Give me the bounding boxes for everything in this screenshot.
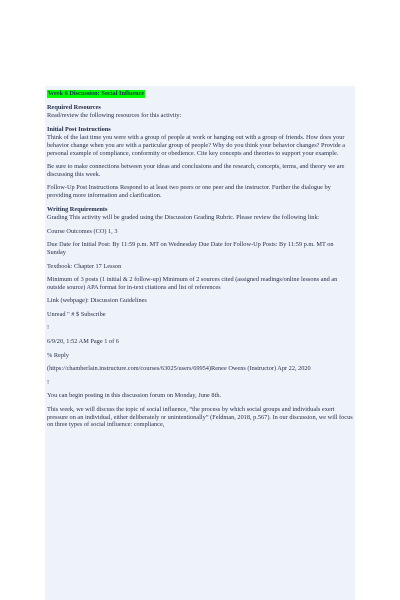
- discussion-guidelines-link[interactable]: Link (webpage): Discussion Guidelines: [47, 297, 147, 305]
- instructor-url-line[interactable]: (https://chamberlain.instructure.com/courses/63025/users/69954)Renee Owens (Instructor) Apr 22, 2020: [47, 365, 311, 373]
- minimum-posts-requirements: Minimum of 3 posts (1 initial & 2 follow-up) Minimum of 2 sources cited (assigned readings/online lessons and an outside source) APA format for in-text citations and list of references: [47, 276, 338, 291]
- followup-instructions: Follow-Up Post Instructions Respond to at least two peers or one peer and the instructor. Further the dialogue by providing more information and clarification.: [47, 184, 331, 199]
- textbook-reference: Textbook: Chapter 17 Lesson: [47, 262, 122, 270]
- reply-link[interactable]: % Reply: [47, 351, 69, 359]
- required-resources-text: Read/review the following resources for this activity:: [47, 112, 182, 120]
- this-week-paragraph: This week, we will discuss the topic of social influence, “the process by which social groups and individuals exert pressure on an individual, either deliberately or unintentionally” (Feldman, 2018, p.567). In our discussion, we will focus on three types of social influence: compliance,: [47, 406, 353, 429]
- initial-post-paragraph-1: Think of the last time you were with a group of people at work or hanging out with a group of friends. How does your behavior change when you are with a particular group of people? Why do you think your behavior changes? Provide a personal example of compliance, conformity or obedience. Cite key concepts and theories to support your example.: [47, 134, 346, 157]
- discussion-content-panel: [45, 86, 355, 600]
- page-info: 6/9/20, 1:52 AM Page 1 of 6: [47, 338, 119, 346]
- discussion-body: [45, 86, 355, 429]
- exclamation-marker-1: !: [47, 324, 50, 332]
- initial-post-paragraph-2: Be sure to make connections between your ideas and conclusions and the research, concepts, terms, and theory we are discussing this week.: [47, 163, 345, 178]
- begin-posting-note: You can begin posting in this discussion forum on Monday, June 8th.: [47, 392, 222, 400]
- discussion-title: Week 6 Discussion: Social Influence: [48, 90, 145, 97]
- course-outcomes: Course Outcomes (CO) 1, 3: [47, 227, 118, 235]
- due-dates: Due Date for Initial Post: By 11:59 p.m. MT on Wednesday Due Date for Follow-Up Posts: By 11:59 p.m. MT on Sunday: [47, 241, 334, 256]
- grading-text: Grading This activity will be graded using the Discussion Grading Rubric. Please review the following link:: [47, 214, 320, 222]
- unread-subscribe-row[interactable]: Unread " # $ Subscribe: [47, 310, 106, 318]
- exclamation-marker-2: !: [47, 378, 50, 386]
- required-resources-heading: Required Resources: [47, 103, 101, 111]
- initial-post-heading: Initial Post Instructions: [47, 125, 111, 133]
- writing-requirements-heading: Writing Requirements: [47, 205, 108, 213]
